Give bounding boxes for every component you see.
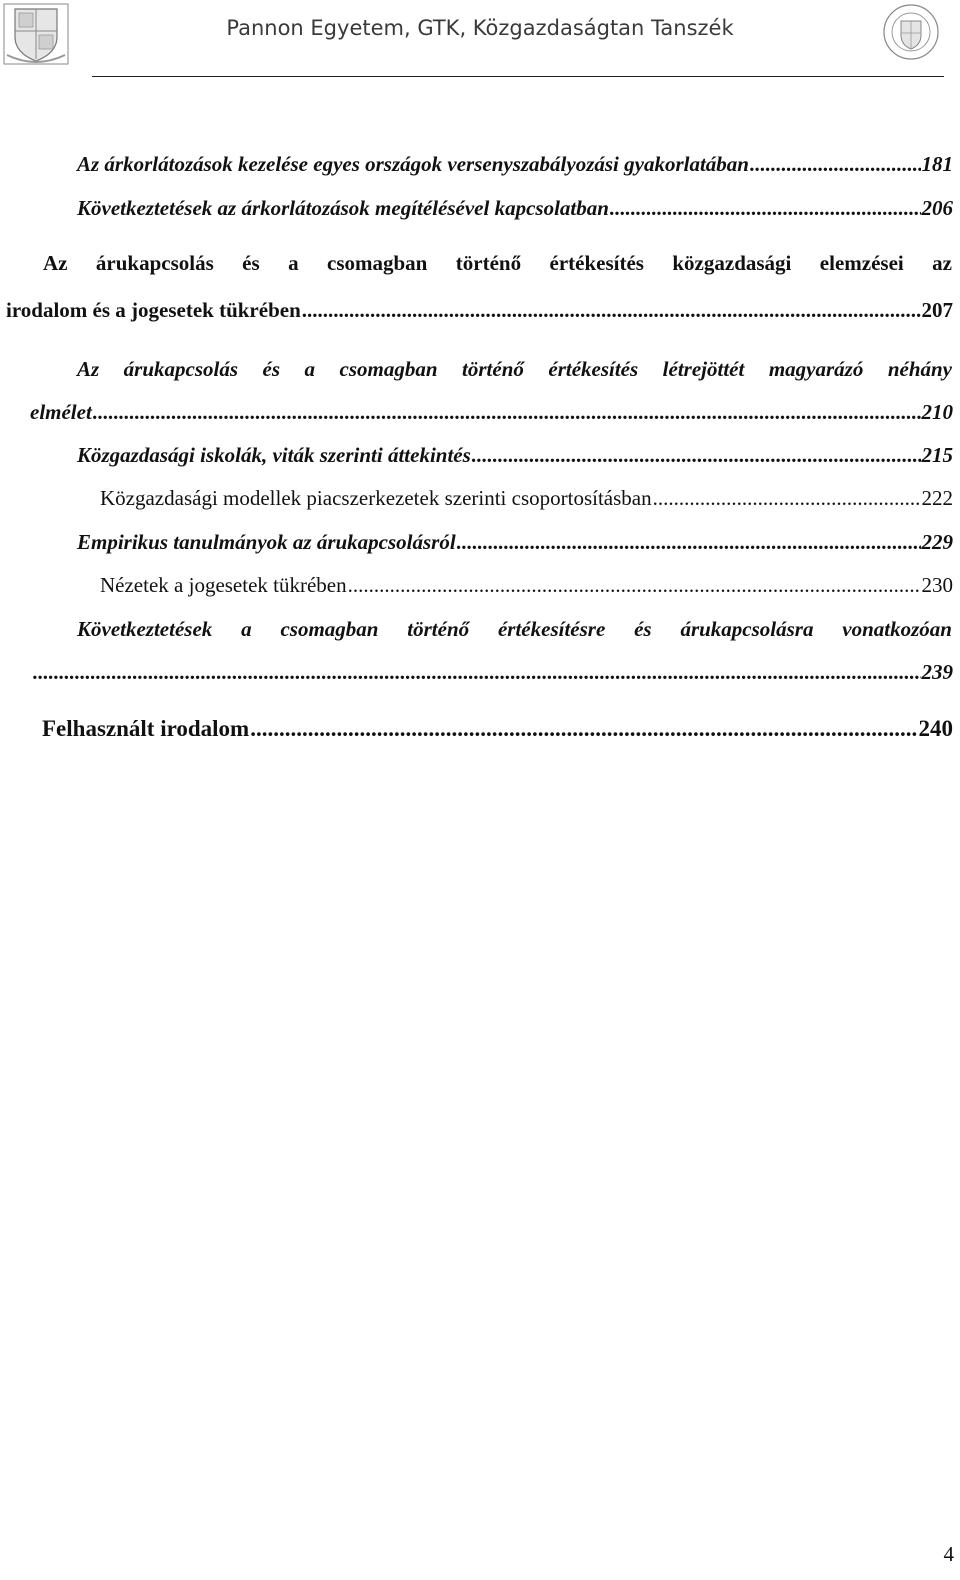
toc-leader-dots [457,530,921,555]
toc-entry-title-line1[interactable]: Az árukapcsolás és a csomagban történő értékesítés létrejöttét magyarázó néhány [77,357,952,381]
toc-entry-page: 230 [921,573,953,597]
toc-entry-title-line1[interactable]: Az árukapcsolás és a csomagban történő értékesítés közgazdasági elemzései az [43,251,952,275]
toc-leader-dots [250,716,917,742]
toc-entry-title: Közgazdasági iskolák, viták szerinti áttekintés [77,443,471,467]
toc-entry[interactable] [32,660,953,685]
toc-entry-page: 181 [921,152,953,176]
toc-entry[interactable] [42,716,953,742]
toc-leader-dots [750,152,921,177]
toc-entry-page: 210 [921,400,953,424]
toc-entry[interactable] [77,152,953,177]
page-number: 4 [943,1542,954,1566]
toc-entry-title: elmélet [30,400,92,424]
toc-entry-title: Az árkorlátozások kezelése egyes országok versenyszabályozási gyakorlatában [77,152,749,176]
toc-leader-dots [348,573,921,598]
toc-entry-title-line1[interactable]: Következtetések a csomagban történő értékesítésre és árukapcsolásra vonatkozóan [77,617,952,641]
toc-entry-page: 239 [921,660,953,684]
toc-leader-dots [302,298,921,323]
toc-entry-title: Közgazdasági modellek piacszerkezetek szerinti csoportosításban [100,486,652,510]
toc-entry-title: Következtetések az árkorlátozások megítélésével kapcsolatban [77,196,609,220]
toc-entry-page: 207 [921,298,953,322]
toc-leader-dots [653,486,921,511]
toc-entry[interactable] [6,298,953,323]
toc-entry-page: 229 [921,530,953,554]
faculty-seal-logo [882,3,940,61]
toc-entry-page: 240 [918,716,953,741]
page-header [0,0,960,80]
header-title: Pannon Egyetem, GTK, Közgazdaságtan Tanszék [226,16,734,40]
toc-entry[interactable] [77,196,953,221]
toc-leader-dots [472,443,921,468]
header-divider [92,76,944,77]
toc-entry-title: Nézetek a jogesetek tükrében [100,573,347,597]
toc-entry-title: Felhasznált irodalom [42,716,250,741]
toc-entry[interactable] [30,400,953,425]
toc-entry-page: 222 [921,486,953,510]
toc-leader-dots [33,660,921,685]
toc-entry-page: 206 [921,196,953,220]
toc-entry-page: 215 [921,443,953,467]
toc-entry-title: irodalom és a jogesetek tükrében [6,298,301,322]
toc-entry[interactable] [100,573,953,598]
toc-leader-dots [93,400,921,425]
toc-entry[interactable] [100,486,953,511]
toc-entry[interactable] [77,443,953,468]
toc-entry-title: Empirikus tanulmányok az árukapcsolásról [77,530,456,554]
toc-leader-dots [610,196,921,221]
toc-entry[interactable] [77,530,953,555]
